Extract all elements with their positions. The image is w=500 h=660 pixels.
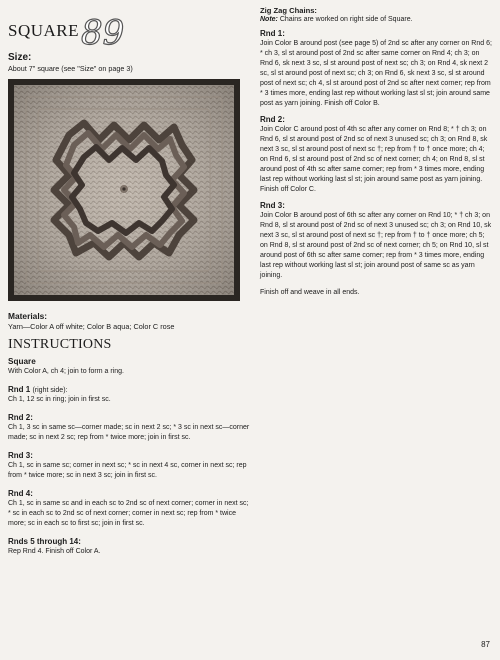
- title-word: SQUARE: [8, 21, 80, 40]
- page-number: 87: [481, 640, 490, 649]
- pattern-title: [8, 8, 250, 53]
- materials-heading: Materials:: [8, 311, 48, 321]
- round-4-title: Rnd 4:: [8, 489, 33, 498]
- round-3-body: Ch 1, sc in same sc; corner in next sc; * sc in next 4 sc, corner in next sc; rep from * twice more; sc in next 3 sc; join in first sc.: [8, 462, 247, 479]
- title-number: 89: [81, 13, 125, 53]
- zigzag-round-1-body: Join Color B around post (see page 5) of 2nd sc after any corner on Rnd 6; * ch 3, sl st around post of 2nd sc after same corner on Rnd 4; ch 3; on Rnd 6, sk next 3 sc, sl st around post of next sc; ch 3; on Rnd 4, sk next 2 sc, sl st around post of next sc; ch 3; on Rnd 6, sk next 3 sc, sl st around post of next sc; ch 4, sl st around post of 2nd sc after next corner; rep from * 3 times more, ending last rep without working last sl st; join around same post as yarn joining. Finish off Color B.: [260, 40, 492, 107]
- size-heading: Size:: [8, 52, 32, 63]
- square-photo: [8, 79, 240, 301]
- crochet-square-image: [14, 85, 234, 295]
- zigzag-round-2-body: Join Color C around post of 4th sc after any corner on Rnd 8; * † ch 3; on Rnd 6, sl st around post of 2nd sc of next 3 unused sc; ch 3; on Rnd 8, sk next 3 sc, sl st around post of next sc †; rep from † to † once more; ch 4; on Rnd 6, sl st around post of 2nd sc of next corner; ch 4; on Rnd 8, sl st around post of 4th sc after same corner; rep from * 3 times more, ending last rep without working last sl st; join around same post as yarn joining. Finish off Color C.: [260, 126, 488, 193]
- rounds-5-14: [8, 537, 250, 557]
- round-2-title: Rnd 2:: [8, 413, 33, 422]
- materials-text: Yarn—Color A off white; Color B aqua; Color C rose: [8, 322, 175, 331]
- instructions-heading: INSTRUCTIONS: [8, 337, 112, 352]
- rounds-5-14-body: Rep Rnd 4. Finish off Color A.: [8, 548, 101, 555]
- round-1-title: Rnd 1 (right side):: [8, 385, 68, 394]
- round-4: [8, 489, 250, 529]
- size-text: About 7" square (see "Size" on page 3): [8, 64, 133, 73]
- round-2: [8, 413, 250, 443]
- round-3-title: Rnd 3:: [8, 451, 33, 460]
- left-column: [8, 8, 250, 557]
- right-column: [260, 6, 492, 296]
- zigzag-round-2-title: Rnd 2:: [260, 115, 285, 124]
- zigzag-round-1: [260, 29, 492, 109]
- round-2-body: Ch 1, 3 sc in same sc—corner made; sc in next 2 sc; * 3 sc in next sc—corner made; sc in next 2 sc; rep from * twice more; join in first sc.: [8, 424, 250, 441]
- finish-text: Finish off and weave in all ends.: [260, 289, 360, 296]
- zigzag-round-2: [260, 115, 492, 195]
- rounds-5-14-title: Rnds 5 through 14:: [8, 537, 81, 546]
- square-subheading: Square: [8, 357, 36, 366]
- zigzag-round-3-body: Join Color B around post of 6th sc after any corner on Rnd 10; * † ch 3; on Rnd 8, sl st around post of 2nd sc of next 3 unused sc; ch 3; on Rnd 10, sk next 3 sc, sl st around post of next sc †; rep from † to † once more; ch 5; on Rnd 8, sl st around post of 2nd sc of next corner; ch 5; on Rnd 10, sl st around post of 6th sc after same corner; rep from * 3 times more, ending last rep without working last sl st; join around post of same sc as yarn joining.: [260, 212, 492, 279]
- zigzag-heading: Zig Zag Chains:: [260, 6, 317, 15]
- round-1: [8, 385, 250, 405]
- round-4-body: Ch 1, sc in same sc and in each sc to 2nd sc of next corner; corner in next sc; * sc in each sc to 2nd sc of next corner; corner in next sc; rep from * twice more; sc in each sc to first sc; join in first sc.: [8, 500, 249, 527]
- zigzag-round-1-title: Rnd 1:: [260, 29, 285, 38]
- zigzag-note: Note: Chains are worked on right side of Square.: [260, 16, 413, 23]
- round-3: [8, 451, 250, 481]
- zigzag-round-3-title: Rnd 3:: [260, 201, 285, 210]
- zigzag-round-3: [260, 201, 492, 281]
- round-1-body: Ch 1, 12 sc in ring; join in first sc.: [8, 396, 111, 403]
- square-intro: With Color A, ch 4; join to form a ring.: [8, 368, 124, 375]
